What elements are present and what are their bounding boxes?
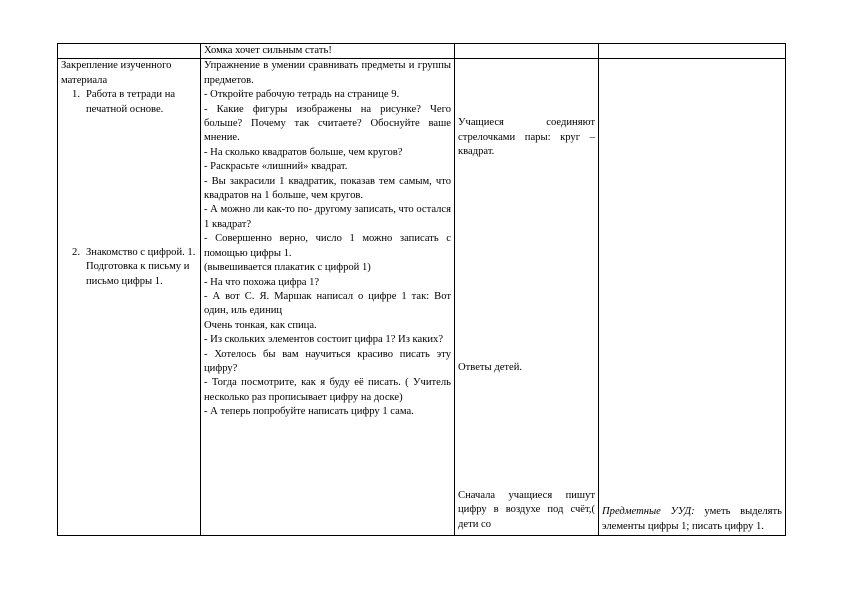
teacher-activity-cell bbox=[201, 59, 455, 536]
stage-title: Закрепление изученного материала bbox=[61, 60, 172, 86]
children-answers-text: Ответы детей. bbox=[458, 361, 523, 373]
uud-label: Предметные УУД: bbox=[602, 506, 695, 518]
teacher-line: - А теперь попробуйте написать цифру 1 сама. bbox=[204, 406, 414, 418]
student-activity-cell bbox=[455, 59, 599, 536]
uud-description: уметь выделять элементы цифры 1; писать цифру 1. bbox=[602, 506, 782, 532]
stage-item bbox=[61, 246, 197, 289]
table-row bbox=[58, 44, 786, 59]
teacher-line: (вывешивается плакатик с цифрой 1) bbox=[204, 262, 371, 274]
teacher-line: - Из скольких элементов состоит цифра 1? Из каких? bbox=[204, 334, 444, 346]
write-air-text: Сначала учащиеся пишут цифру в воздухе под счёт,( дети со bbox=[458, 490, 595, 530]
uud-text bbox=[602, 505, 782, 534]
stage-item-number: 2. bbox=[72, 247, 80, 259]
teacher-line: - На что похожа цифра 1? bbox=[204, 276, 320, 288]
table-row bbox=[58, 59, 786, 536]
lesson-plan-table bbox=[57, 43, 786, 536]
stage-item-text: Работа в тетради на печатной основе. bbox=[86, 89, 176, 115]
uud-cell bbox=[599, 59, 786, 536]
teacher-line: - Вы закрасили 1 квадратик, показав тем самым, что квадратов на 1 больше, чем кругов. bbox=[204, 175, 451, 202]
teacher-line: - Тогда посмотрите, как я буду её писать. ( Учитель несколько раз прописывает цифру на доске) bbox=[204, 377, 451, 403]
table-cell-empty bbox=[599, 44, 786, 59]
student-pairs-text: Учащиеся соединяют стрелочками пары: круг – квадрат. bbox=[458, 117, 595, 158]
teacher-line: - Совершенно верно, число 1 можно записать с помощью цифры 1. bbox=[204, 233, 451, 259]
teacher-line: - А можно ли как-то по- другому записать, что остался 1 квадрат? bbox=[204, 204, 451, 230]
teacher-line: Упражнение в умении сравнивать предметы и группы предметов. bbox=[204, 60, 451, 86]
teacher-line: - А вот С. Я. Маршак написал о цифре 1 так: Вот один, иль единиц bbox=[204, 290, 451, 317]
header-cell: Хомка хочет сильным стать! bbox=[201, 44, 455, 59]
table-cell-empty bbox=[455, 44, 599, 59]
teacher-line: - Хотелось бы вам научиться красиво писать эту цифру? bbox=[204, 348, 451, 374]
stage-item-text: Знакомство с цифрой. 1. Подготовка к письму и письмо цифры 1. bbox=[86, 247, 196, 287]
teacher-line: - На сколько квадратов больше, чем кругов? bbox=[204, 146, 403, 158]
teacher-line: Очень тонкая, как спица. bbox=[204, 319, 317, 331]
teacher-line: - Какие фигуры изображены на рисунке? Чего больше? Почему так считаете? Обоснуйте ваше мнение. bbox=[204, 103, 451, 144]
stage-item bbox=[61, 88, 197, 117]
teacher-line: - Откройте рабочую тетрадь на странице 9. bbox=[204, 89, 400, 101]
stage-cell bbox=[58, 59, 201, 536]
stage-item-number: 1. bbox=[72, 89, 80, 101]
table-cell-empty bbox=[58, 44, 201, 59]
teacher-line: - Раскрасьте «лишний» квадрат. bbox=[204, 161, 348, 173]
